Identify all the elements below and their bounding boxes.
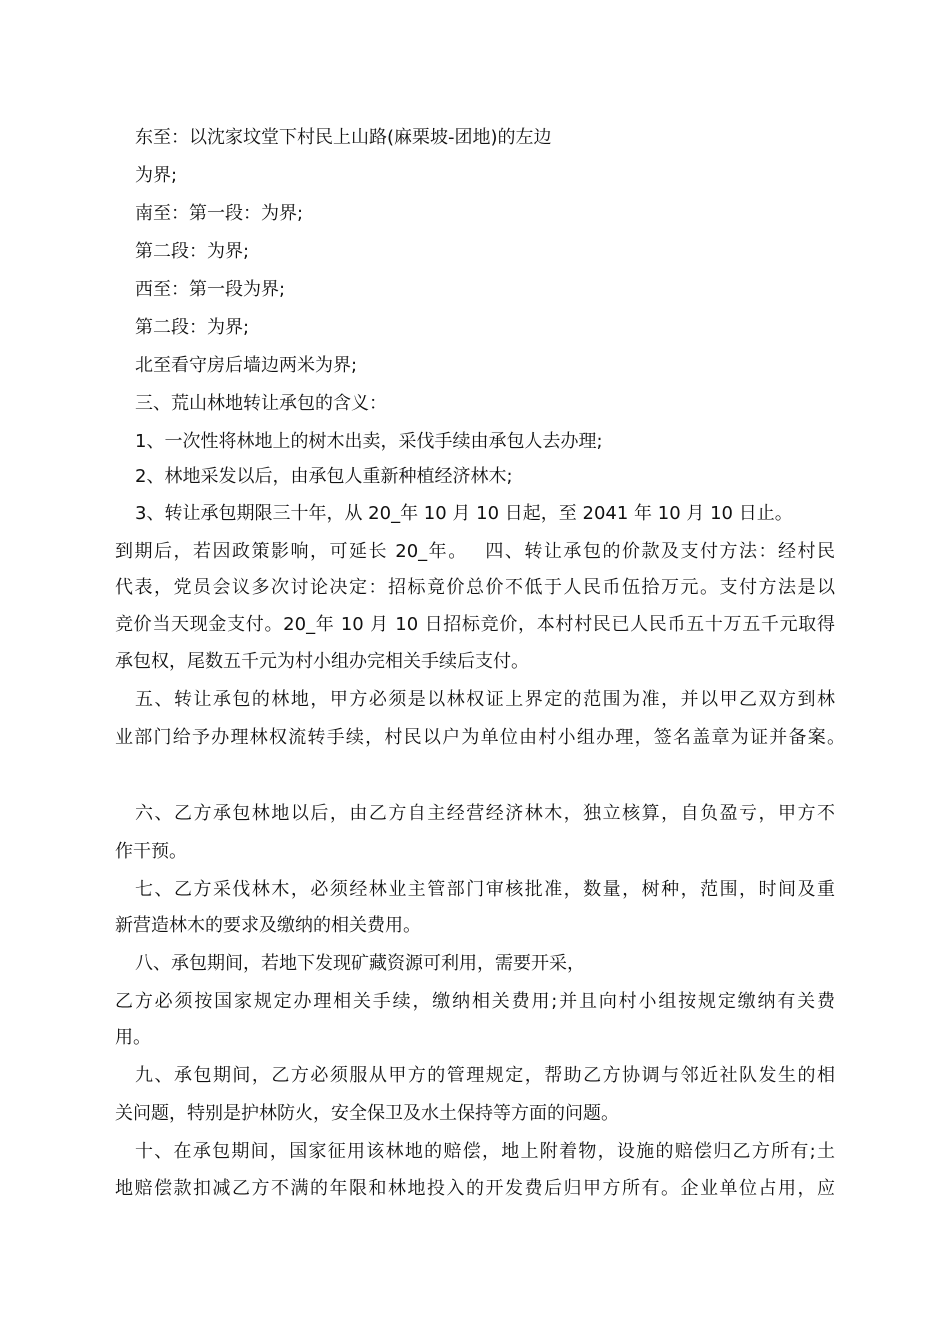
text-line: 乙方必须按国家规定办理相关手续，缴纳相关费用;并且向村小组按规定缴纳有关费: [115, 991, 835, 1012]
text-line: 五、转让承包的林地，甲方必须是以林权证上界定的范围为准，并以甲乙双方到林: [135, 689, 835, 710]
text-line: 竞价当天现金支付。20_年 10 月 10 日招标竞价，本村村民已人民币五十万五千元取得: [115, 614, 835, 635]
text-line: 2、林地采发以后，由承包人重新种植经济林木;: [135, 466, 513, 487]
text-line: 业部门给予办理林权流转手续，村民以户为单位由村小组办理，签名盖章为证并备案。: [115, 727, 845, 748]
text-line: 十、在承包期间，国家征用该林地的赔偿，地上附着物，设施的赔偿归乙方所有;土: [135, 1141, 835, 1162]
text-line: 用。: [115, 1027, 151, 1048]
text-line: 六、乙方承包林地以后，由乙方自主经营经济林木，独立核算，自负盈亏，甲方不: [135, 803, 835, 824]
text-line: 为界;: [135, 165, 178, 186]
text-line: 地赔偿款扣减乙方不满的年限和林地投入的开发费后归甲方所有。企业单位占用，应: [115, 1178, 835, 1199]
text-line: 第二段：为界;: [135, 317, 250, 338]
text-line: 1、一次性将林地上的树木出卖，采伐手续由承包人去办理;: [135, 431, 603, 452]
text-line: 三、荒山林地转让承包的含义：: [135, 393, 387, 414]
text-line: 北至看守房后墙边两米为界;: [135, 355, 358, 376]
text-line: 九、承包期间，乙方必须服从甲方的管理规定，帮助乙方协调与邻近社队发生的相: [135, 1065, 835, 1086]
text-line: 作干预。: [115, 841, 187, 862]
text-line: 关问题，特别是护林防火，安全保卫及水土保持等方面的问题。: [115, 1103, 619, 1124]
text-line: 第二段：为界;: [135, 241, 250, 262]
text-line: 代表，党员会议多次讨论决定：招标竟价总价不低于人民币伍拾万元。支付方法是以: [115, 577, 835, 598]
text-line: 东至：以沈家坟堂下村民上山路(麻栗坡-团地)的左边: [135, 127, 552, 148]
text-line: 新营造林木的要求及缴纳的相关费用。: [115, 915, 421, 936]
text-line: 八、承包期间，若地下发现矿藏资源可利用，需要开采，: [135, 953, 585, 974]
text-line: 南至：第一段：为界;: [135, 203, 304, 224]
text-line: 3、转让承包期限三十年，从 20_年 10 月 10 日起，至 2041 年 10 月 10 日止。: [135, 503, 793, 524]
text-line: 七、乙方采伐林木，必须经林业主管部门审核批准，数量，树种，范围，时间及重: [135, 879, 835, 900]
text-line: 承包权，尾数五千元为村小组办完相关手续后支付。: [115, 651, 529, 672]
text-line: 西至：第一段为界;: [135, 279, 286, 300]
text-line: 到期后，若因政策影响，可延长 20_年。 四、转让承包的价款及支付方法：经村民: [115, 541, 835, 562]
